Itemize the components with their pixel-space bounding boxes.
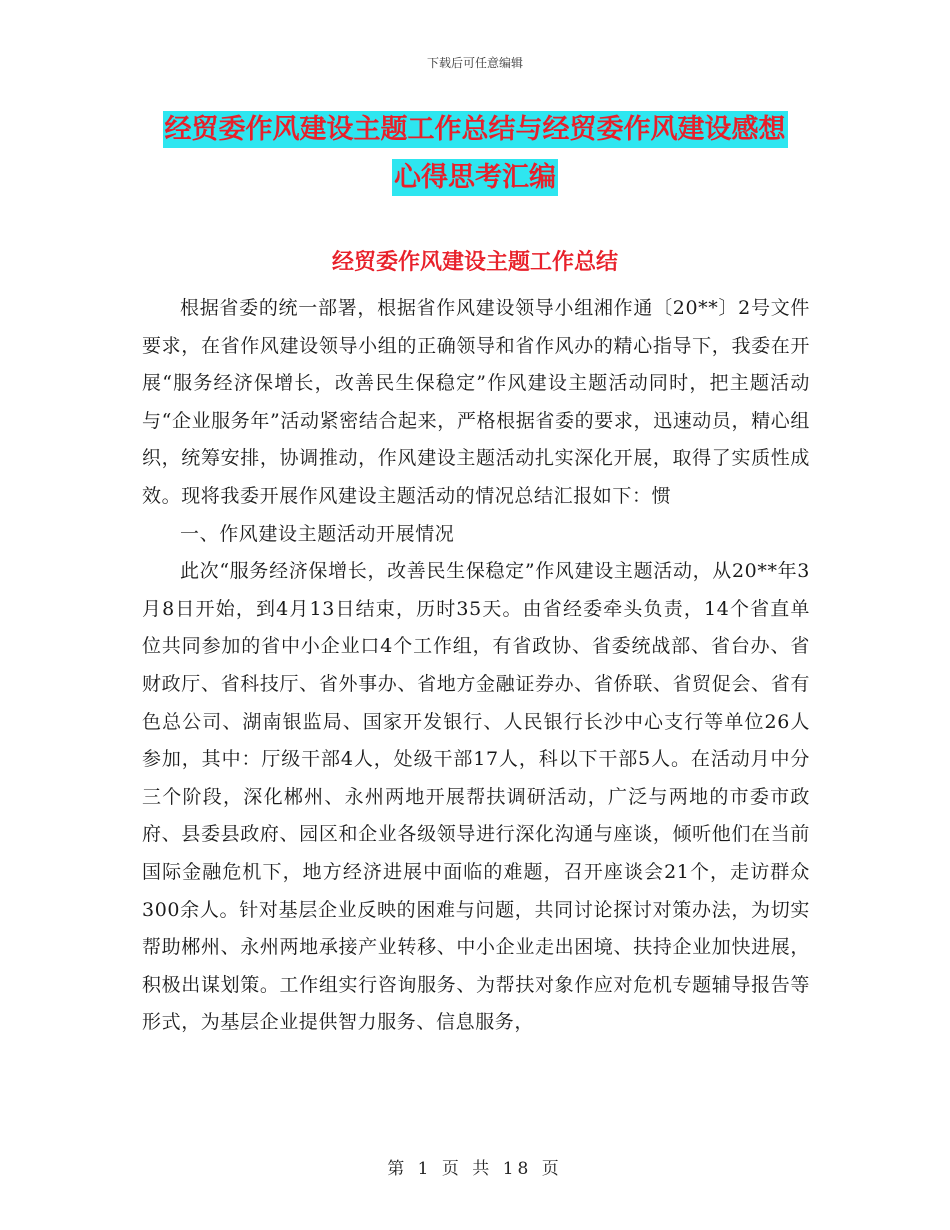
document-title: [0, 106, 950, 202]
paragraph: 根据省委的统一部署，根据省作风建设领导小组湘作通〔20**〕2号文件要求，在省作风建设领导小组的正确领导和省作风办的精心指导下，我委在开展“服务经济保增长，改善民生保稳定”作风建设主题活动同时，把主题活动与“企业服务年”活动紧密结合起来，严格根据省委的要求，迅速动员，精心组织，统筹安排，协调推动，作风建设主题活动扎实深化开展，取得了实质性成效。现将我委开展作风建设主题活动的情况总结汇报如下：惯: [142, 297, 810, 507]
header-note: 下载后可任意编辑: [426, 56, 523, 70]
paragraph: 此次“服务经济保增长，改善民生保稳定”作风建设主题活动，从20**年3月8日开始，到4月13日结束，历时35天。由省经委牵头负责，14个省直单位共同参加的省中小企业口4个工作组，有省政协、省委统战部、省台办、省财政厅、省科技厅、省外事办、省地方金融证券办、省侨联、省贸促会、省有色总公司、湖南银监局、国家开发银行、人民银行长沙中心支行等单位26人参加，其中：厅级干部4人，处级干部17人，科以下干部5人。在活动月中分三个阶段，深化郴州、永州两地开展帮扶调研活动，广泛与两地的市委市政府、县委县政府、园区和企业各级领导进行深化沟通与座谈，倾听他们在当前国际金融危机下，地方经济进展中面临的难题，召开座谈会21个，走访群众300余人。针对基层企业反映的困难与问题，共同讨论探讨对策办法，为切实帮助郴州、永州两地承接产业转移、中小企业走出困境、扶持企业加快进展，积极出谋划策。工作组实行咨询服务、为帮扶对象作应对危机专题辅导报告等形式，为基层企业提供智力服务、信息服务，: [142, 560, 810, 1034]
section-title: 经贸委作风建设主题工作总结: [331, 250, 618, 275]
page-number: 第 1 页 共 18 页: [387, 1159, 563, 1179]
paragraph-heading: 一、作风建设主题活动开展情况: [180, 522, 455, 545]
body-text: [142, 290, 810, 1042]
document-title-line-1: 经贸委作风建设主题工作总结与经贸委作风建设感想: [163, 111, 788, 148]
document-title-line-2: 心得思考汇编: [392, 159, 558, 196]
